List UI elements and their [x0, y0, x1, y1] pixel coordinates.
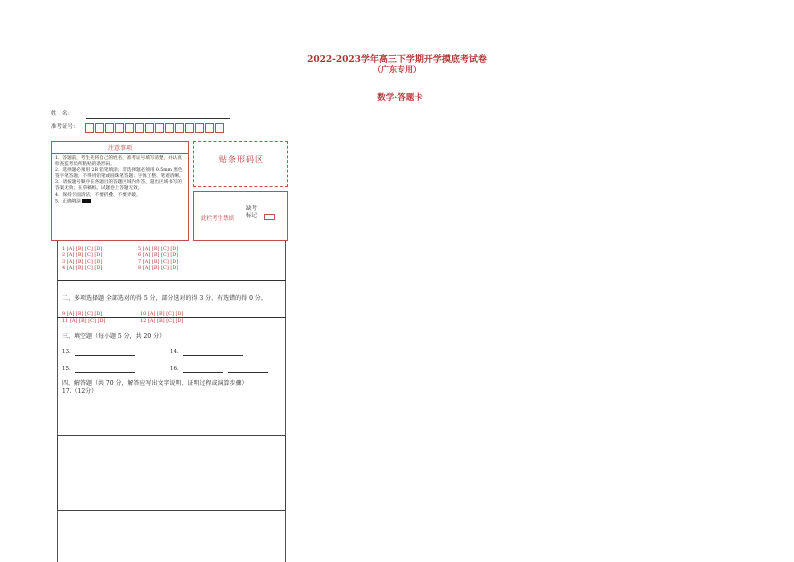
- answer-heading: 四、解答题（共 70 分，解答应写出文字说明、证明过程或演算步骤）: [62, 380, 248, 387]
- id-cell[interactable]: [125, 123, 134, 133]
- q16-answer-line-1[interactable]: [183, 372, 223, 373]
- absent-label: 此栏考生禁填: [201, 216, 235, 222]
- q15-label: 15.: [62, 366, 71, 372]
- id-cell[interactable]: [105, 123, 114, 133]
- id-cell[interactable]: [205, 123, 214, 133]
- choice-block-a: [62, 246, 102, 271]
- id-cell[interactable]: [155, 123, 164, 133]
- id-cell[interactable]: [165, 123, 174, 133]
- choice-block-b: [138, 246, 178, 271]
- choice-row[interactable]: 1 [A] [B] [C] [D]: [62, 246, 103, 252]
- q16-label: 16.: [170, 366, 179, 372]
- choice-row[interactable]: 3 [A] [B] [C] [D]: [62, 258, 103, 265]
- notice-item-fill-example: 5．正确填涂: [55, 199, 185, 205]
- notice-item: 3．请按题号顺序在各题目的答题区域内作答，超出区域书写的答案无效；在草稿纸、试题卷上答题无效。: [55, 180, 182, 191]
- id-cell[interactable]: [115, 123, 124, 133]
- exam-title: 2022-2023学年高三下学期开学摸底考试卷: [307, 55, 487, 65]
- notice-list: [55, 156, 185, 205]
- choice-row[interactable]: 4 [A] [B] [C] [D]: [62, 264, 103, 271]
- choice-row[interactable]: 2 [A] [B] [C] [D]: [62, 252, 103, 259]
- id-number-grid[interactable]: [85, 123, 225, 133]
- barcode-area: [193, 141, 288, 187]
- id-cell[interactable]: [85, 123, 94, 133]
- choice-row[interactable]: 11 [A] [B] [C] [D]: [62, 318, 106, 324]
- choice-row[interactable]: 12 [A] [B] [C] [D]: [140, 318, 184, 324]
- divider: [57, 280, 286, 281]
- id-label: 准考证号：: [51, 124, 79, 130]
- q14-answer-line[interactable]: [183, 355, 243, 356]
- filled-bubble-sample: [82, 199, 91, 203]
- barcode-label: 贴条形码区: [219, 155, 264, 164]
- id-cell[interactable]: [135, 123, 144, 133]
- id-cell[interactable]: [185, 123, 194, 133]
- multi-block-a: [62, 311, 105, 325]
- q16-answer-line-2[interactable]: [228, 372, 268, 373]
- id-cell[interactable]: [145, 123, 154, 133]
- multi-block-b: [140, 311, 183, 325]
- multi-heading: 二、多项选择题 全部选对的得 5 分，部分选对的得 3 分，有选错的得 0 分。: [62, 295, 267, 302]
- column-left-border: [57, 241, 58, 562]
- fill-heading: 三、填空题（每小题 5 分，共 20 分）: [62, 333, 166, 340]
- section-title-text: 数学·答题卡: [377, 93, 423, 103]
- absent-mark-label: 缺考 标记: [246, 206, 258, 219]
- name-label: 姓 名：: [51, 111, 74, 117]
- exam-subtitle: （广东专用）: [373, 64, 421, 74]
- id-cell[interactable]: [215, 123, 224, 133]
- id-cell[interactable]: [175, 123, 184, 133]
- notice-box: [51, 141, 189, 241]
- q15-answer-line[interactable]: [75, 372, 135, 373]
- choice-row[interactable]: 9 [A] [B] [C] [D]: [62, 311, 103, 317]
- q13-label: 13.: [62, 349, 71, 355]
- section-title: [340, 91, 460, 103]
- column-right-border: [285, 241, 286, 562]
- absent-box: [193, 191, 288, 241]
- id-cell[interactable]: [195, 123, 204, 133]
- notice-item: 1．答题前，考生先将自己的姓名，准考证号填写清楚，并认真检查监考员所粘贴的条形码。: [55, 156, 182, 167]
- name-underline[interactable]: [86, 118, 230, 119]
- id-cell[interactable]: [95, 123, 104, 133]
- choice-row[interactable]: 8 [A] [B] [C] [D]: [138, 264, 179, 271]
- q13-answer-line[interactable]: [75, 355, 135, 356]
- absent-mark-box[interactable]: [264, 214, 275, 220]
- notice-item: 2．选择题必须用 2B 铅笔填涂；非选择题必须用 0.5mm 黑色签字笔答题，不得用铅笔或圆珠笔答题；字体工整、笔迹清晰。: [55, 168, 184, 179]
- notice-title: 注意事项: [52, 142, 188, 154]
- choice-row[interactable]: 7 [A] [B] [C] [D]: [138, 258, 179, 265]
- q14-label: 14.: [170, 349, 179, 355]
- q17-label: 17.（12分）: [62, 388, 98, 395]
- notice-item: 4．保持卡面清洁，不要折叠、不要弄破。: [55, 192, 141, 198]
- choice-row[interactable]: 10 [A] [B] [C] [D]: [140, 311, 184, 317]
- choice-row[interactable]: 5 [A] [B] [C] [D]: [138, 246, 179, 252]
- answer-box[interactable]: [57, 435, 286, 511]
- divider: [57, 317, 286, 318]
- choice-row[interactable]: 6 [A] [B] [C] [D]: [138, 252, 179, 259]
